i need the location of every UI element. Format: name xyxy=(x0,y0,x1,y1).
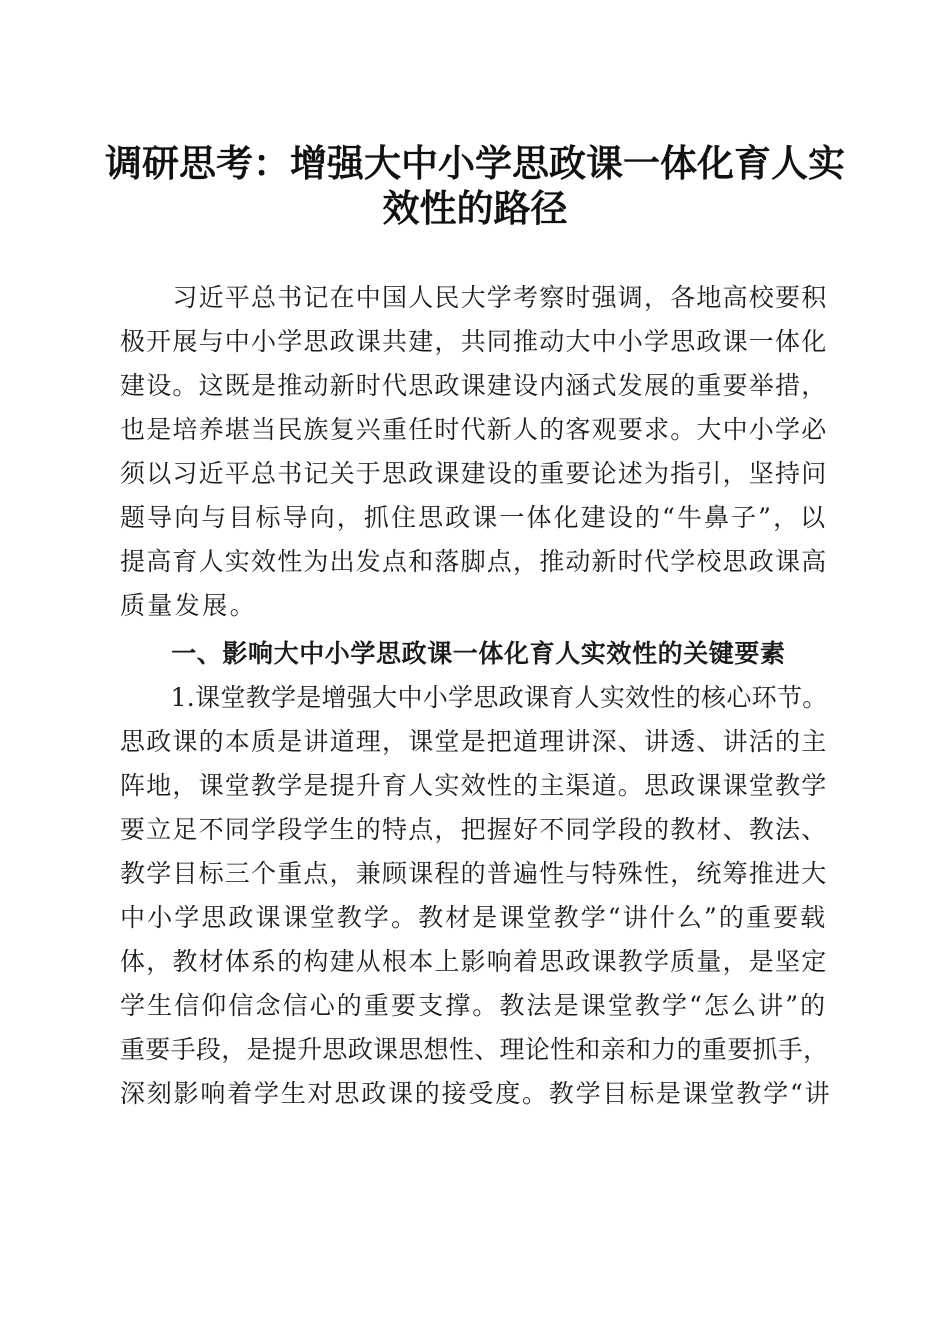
paragraph-1-line-2: 极开展与中小学思政课共建，共同推动大中小学思政课一体化 xyxy=(120,327,828,356)
paragraph-2-line-2: 思政课的本质是讲道理，课堂是把道理讲深、讲透、讲活的主 xyxy=(120,727,828,756)
paragraph-1-line-8: 质量发展。 xyxy=(120,591,258,620)
paragraph-2-line-5: 教学目标三个重点，兼顾课程的普遍性与特殊性，统筹推进大 xyxy=(120,859,828,888)
document-title-line-2: 效性的路径 xyxy=(382,186,568,230)
paragraph-1-line-6: 题导向与目标导向，抓住思政课一体化建设的“牛鼻子”，以 xyxy=(120,503,828,532)
paragraph-2-line-3: 阵地，课堂教学是提升育人实效性的主渠道。思政课课堂教学 xyxy=(120,771,828,800)
paragraph-1-line-4: 也是培养堪当民族复兴重任时代新人的客观要求。大中小学必 xyxy=(120,415,828,444)
paragraph-1-line-1: 习近平总书记在中国人民大学考察时强调，各地高校要积 xyxy=(120,283,828,312)
paragraph-2-line-9: 重要手段，是提升思政课思想性、理论性和亲和力的重要抓手， xyxy=(120,1035,829,1064)
paragraph-2-line-8: 学生信仰信念信心的重要支撑。教法是课堂教学“怎么讲”的 xyxy=(120,991,828,1020)
paragraph-2-line-7: 体，教材体系的构建从根本上影响着思政课教学质量，是坚定 xyxy=(120,947,828,976)
paragraph-2-line-4: 要立足不同学段学生的特点，把握好不同学段的教材、教法、 xyxy=(120,815,828,844)
document-title-line-1: 调研思考：增强大中小学思政课一体化育人实 xyxy=(105,141,845,185)
section-heading: 一、影响大中小学思政课一体化育人实效性的关键要素 xyxy=(120,639,786,668)
paragraph-1-line-7: 提高育人实效性为出发点和落脚点，推动新时代学校思政课高 xyxy=(120,547,828,576)
paragraph-2-line-1: 1.课堂教学是增强大中小学思政课育人实效性的核心环节。 xyxy=(120,683,828,712)
paragraph-2-line-6: 中小学思政课课堂教学。教材是课堂教学“讲什么”的重要载 xyxy=(120,903,828,932)
paragraph-2-line-10: 深刻影响着学生对思政课的接受度。教学目标是课堂教学“讲 xyxy=(120,1079,832,1108)
paragraph-1-line-5: 须以习近平总书记关于思政课建设的重要论述为指引，坚持问 xyxy=(120,459,828,488)
paragraph-1-line-3: 建设。这既是推动新时代思政课建设内涵式发展的重要举措， xyxy=(120,371,828,400)
